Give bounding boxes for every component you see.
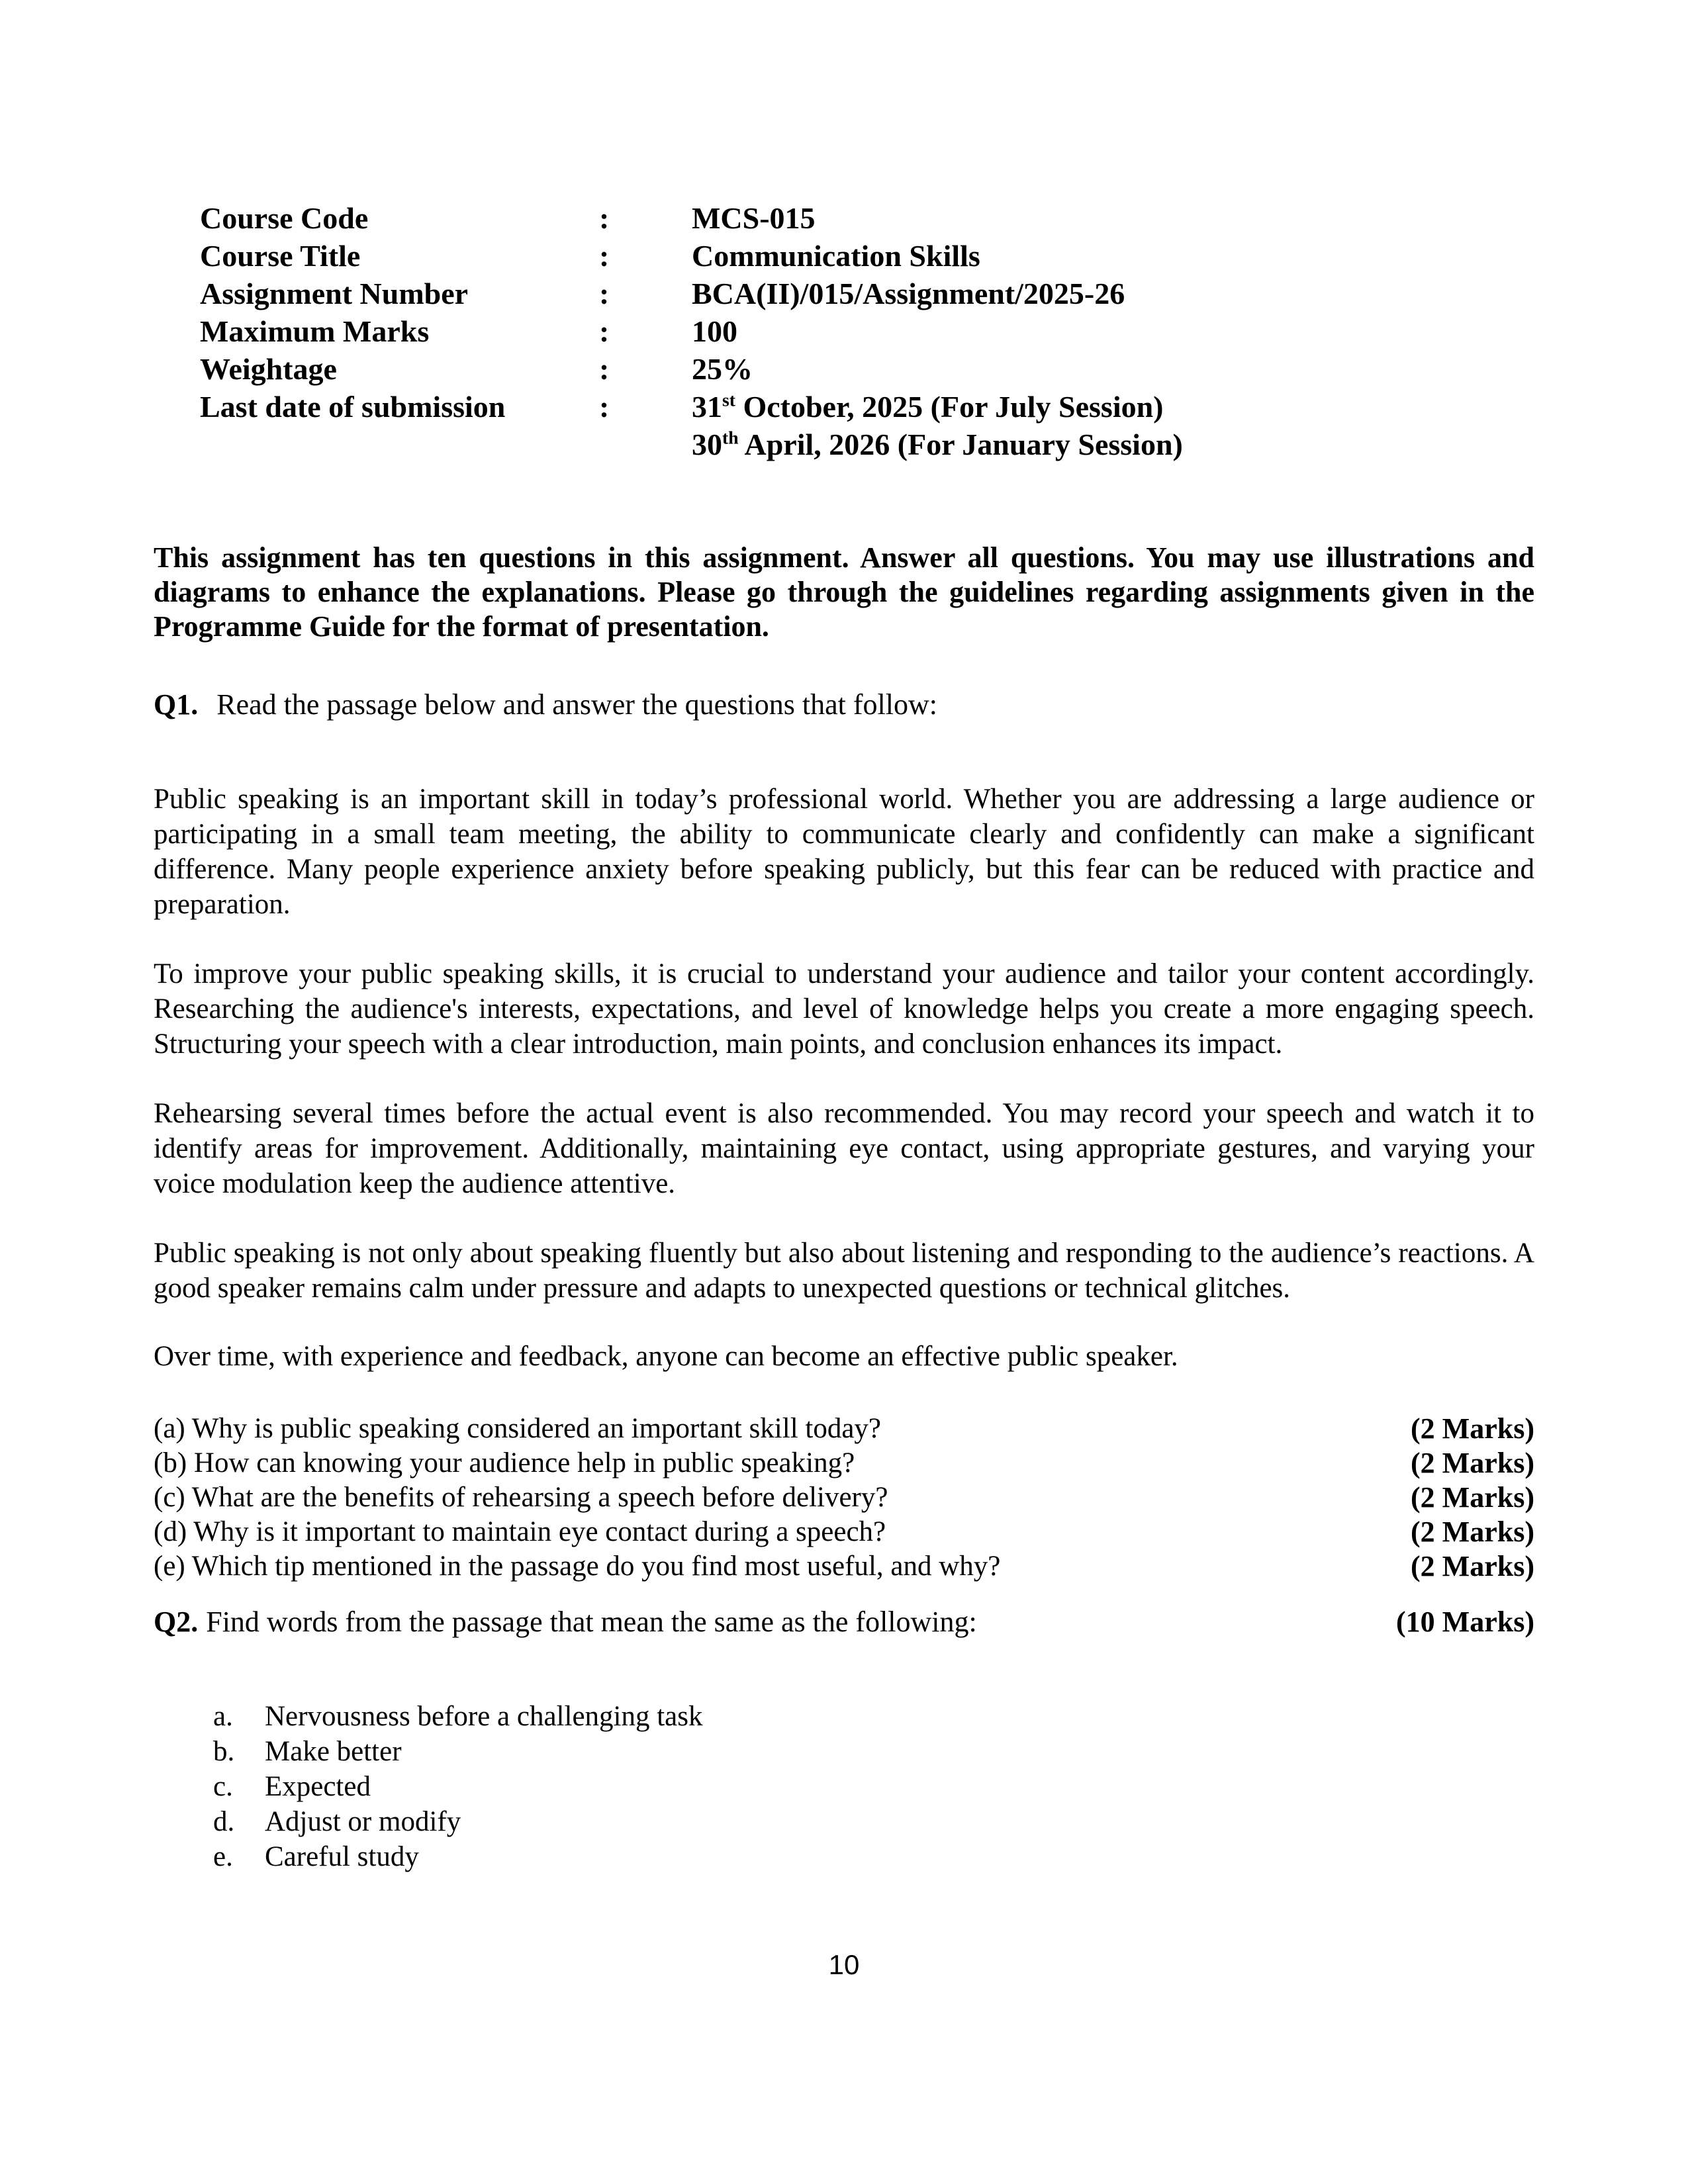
list-item-label: d. — [213, 1806, 235, 1837]
question-1-heading — [154, 688, 1534, 722]
list-item — [213, 1769, 1534, 1804]
subquestion-b — [154, 1446, 1534, 1480]
question-2-prompt: Find words from the passage that mean the same as the following: — [206, 1606, 977, 1638]
list-item — [213, 1804, 1534, 1839]
info-value: Communication Skills — [692, 239, 980, 273]
subquestion-marks: (2 Marks) — [1411, 1516, 1534, 1548]
list-item — [213, 1699, 1534, 1734]
list-item-text: Nervousness before a challenging task — [265, 1701, 703, 1732]
list-item-text: Adjust or modify — [265, 1806, 461, 1837]
subquestion-marks: (2 Marks) — [1411, 1481, 1534, 1514]
info-value — [692, 388, 1534, 463]
info-colon: : — [599, 314, 610, 348]
subquestion-text: (b) How can knowing your audience help in public speaking? — [154, 1447, 855, 1479]
list-item — [213, 1734, 1534, 1769]
date-day: 30 — [692, 428, 722, 461]
date-ordinal: st — [722, 389, 735, 410]
subquestion-marks: (2 Marks) — [1411, 1447, 1534, 1479]
assignment-info-table — [200, 0, 1534, 463]
list-item-label: b. — [213, 1736, 235, 1767]
info-label: Course Title — [200, 239, 361, 273]
list-item-label: e. — [213, 1841, 233, 1872]
subquestion-c — [154, 1480, 1534, 1515]
info-row-weightage — [200, 350, 1534, 388]
subquestion-marks: (2 Marks) — [1411, 1550, 1534, 1582]
list-item-text: Expected — [265, 1771, 371, 1802]
info-value: MCS-015 — [692, 201, 816, 235]
info-row-course-title — [200, 237, 1534, 275]
question-2-marks: (10 Marks) — [1396, 1606, 1534, 1638]
question-1-label: Q1. — [154, 688, 199, 721]
due-date-july-session — [692, 390, 1164, 424]
info-row-last-date — [200, 388, 1534, 463]
info-label: Assignment Number — [200, 277, 469, 310]
info-row-course-code — [200, 199, 1534, 237]
question-2-heading — [154, 1605, 1534, 1639]
page-number: 10 — [828, 1949, 860, 1980]
info-colon: : — [599, 201, 610, 235]
passage-paragraph: To improve your public speaking skills, it is crucial to understand your audience and tailor your content accordingly. Researching the audience's interests, expectations, and level of knowledge helps you create a more engaging speech. Structuring your speech with a clear introduction, main points, and conclusion enhances its impact. — [154, 958, 1534, 1060]
subquestion-e — [154, 1549, 1534, 1584]
info-value: 25% — [692, 352, 753, 386]
question-2-prompt-line — [154, 1605, 977, 1639]
info-colon: : — [599, 239, 610, 273]
assignment-instructions: This assignment has ten questions in this assignment. Answer all questions. You may use illustrations and diagrams to enhance the explanations. Please go through the guidelines regarding assignments given in the Programme Guide for the format of presentation. — [154, 541, 1534, 643]
info-label: Last date of submission — [200, 390, 506, 424]
subquestion-text: (e) Which tip mentioned in the passage do you find most useful, and why? — [154, 1551, 1001, 1582]
info-colon: : — [599, 277, 610, 310]
reading-passage — [154, 782, 1534, 1374]
subquestion-text: (c) What are the benefits of rehearsing a speech before delivery? — [154, 1482, 888, 1513]
date-rest: April, 2026 (For January Session) — [738, 428, 1183, 461]
info-label: Weightage — [200, 352, 337, 386]
subquestion-a — [154, 1412, 1534, 1446]
info-colon: : — [599, 390, 610, 424]
list-item-text: Careful study — [265, 1841, 419, 1872]
info-value: 100 — [692, 314, 737, 348]
list-item — [213, 1839, 1534, 1874]
info-value: BCA(II)/015/Assignment/2025-26 — [692, 277, 1125, 310]
list-item-label: a. — [213, 1701, 233, 1732]
date-rest: October, 2025 (For July Session) — [735, 390, 1164, 424]
info-row-assignment-number — [200, 275, 1534, 312]
passage-paragraph: Over time, with experience and feedback, anyone can become an effective public speaker. — [154, 1341, 1178, 1372]
subquestion-text: (d) Why is it important to maintain eye contact during a speech? — [154, 1516, 886, 1547]
info-label: Maximum Marks — [200, 314, 430, 348]
due-date-january-session — [692, 428, 1183, 461]
subquestion-d — [154, 1515, 1534, 1549]
subquestion-text: (a) Why is public speaking considered an important skill today? — [154, 1413, 882, 1444]
list-item-text: Make better — [265, 1736, 402, 1767]
date-day: 31 — [692, 390, 722, 424]
info-label: Course Code — [200, 201, 369, 235]
info-row-maximum-marks — [200, 312, 1534, 350]
question-2-word-list — [213, 1699, 1534, 1874]
question-1-subquestions — [154, 1412, 1534, 1584]
question-1-prompt: Read the passage below and answer the questions that follow: — [216, 688, 937, 721]
list-item-label: c. — [213, 1771, 233, 1802]
passage-paragraph: Public speaking is an important skill in today’s professional world. Whether you are addressing a large audience or participating in a small team meeting, the ability to communicate clearly and confidently can make a significant difference. Many people experience anxiety before speaking publicly, but this fear can be reduced with practice and preparation. — [154, 784, 1534, 920]
info-colon: : — [599, 352, 610, 386]
passage-paragraph: Rehearsing several times before the actual event is also recommended. You may record your speech and watch it to identify areas for improvement. Additionally, maintaining eye contact, using appropriate gestures, and varying your voice modulation keep the audience attentive. — [154, 1098, 1534, 1199]
subquestion-marks: (2 Marks) — [1411, 1412, 1534, 1445]
date-ordinal: th — [722, 427, 739, 448]
question-2-label: Q2. — [154, 1606, 199, 1638]
passage-paragraph: Public speaking is not only about speaking fluently but also about listening and responding to the audience’s reactions. A good speaker remains calm under pressure and adapts to unexpected questions or technical glitches. — [154, 1238, 1534, 1304]
